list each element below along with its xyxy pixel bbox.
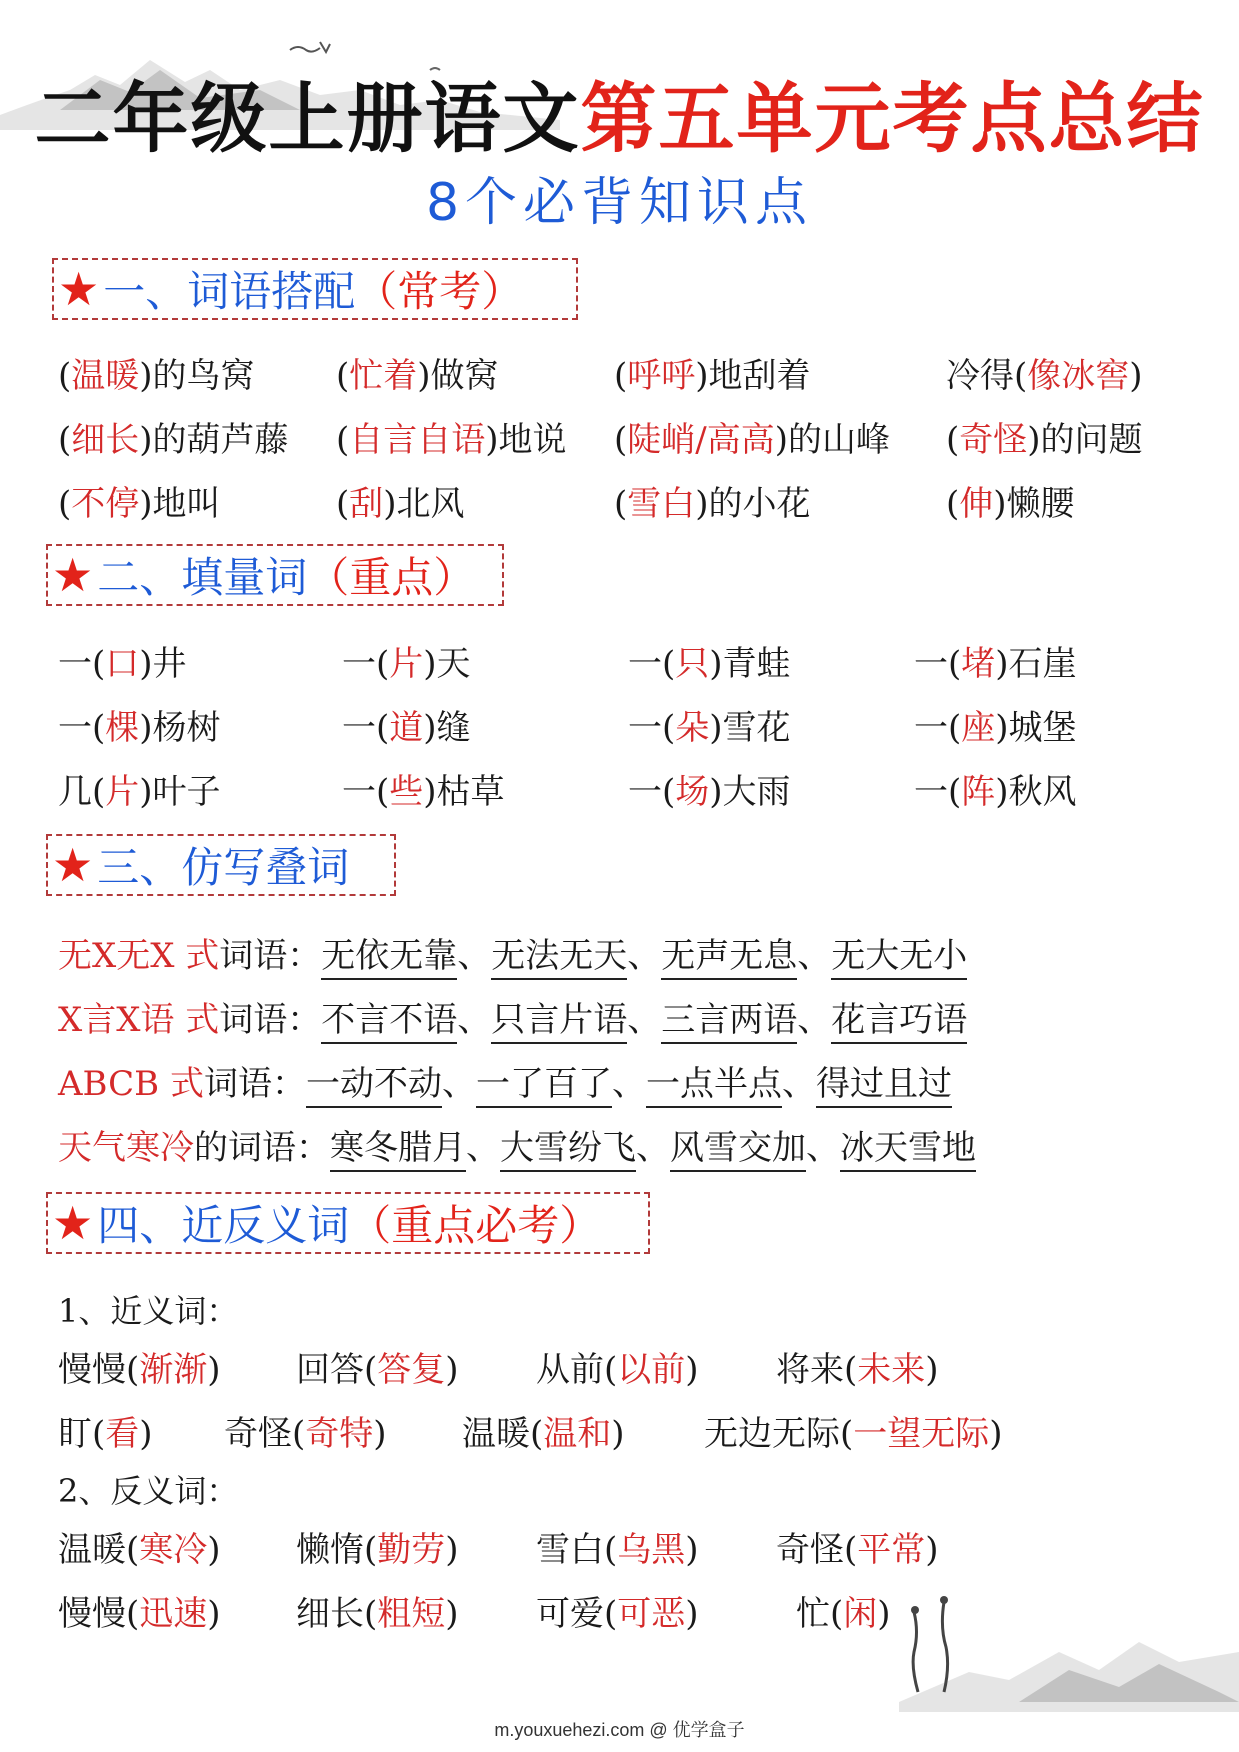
answer-word: 以前 (617, 1350, 686, 1390)
antonyms-pair (58, 1522, 221, 1571)
noun: 青蛙 (722, 644, 791, 684)
page-subtitle: 8个必背知识点 (425, 173, 814, 233)
synonyms-pair (536, 1342, 699, 1391)
open-paren: ( (662, 644, 676, 684)
open-paren: ( (840, 1414, 854, 1454)
open-paren: ( (364, 1350, 378, 1390)
measure-item (914, 636, 1077, 685)
separator: 、 (797, 936, 832, 976)
item-suffix: 北风 (396, 484, 465, 524)
close-paren: ) (485, 420, 499, 460)
antonyms-pair (296, 1522, 459, 1571)
antonyms-heading: 2、反义词： (58, 1472, 239, 1510)
open-paren: ( (364, 1594, 378, 1634)
measure-item (58, 700, 221, 749)
open-paren: ( (530, 1414, 544, 1454)
noun: 天 (436, 644, 471, 684)
noun: 叶子 (152, 772, 221, 812)
answer-word: 不停 (71, 484, 140, 524)
answer-word: 温和 (543, 1414, 612, 1454)
example-word: 只言片语 (491, 1000, 627, 1044)
close-paren: ) (989, 1414, 1003, 1454)
close-paren: ) (139, 484, 153, 524)
answer-word: 勤劳 (377, 1530, 446, 1570)
pattern-name: X言X语 式 (58, 1000, 220, 1040)
close-paren: ) (423, 772, 437, 812)
noun: 城堡 (1008, 708, 1077, 748)
answer-measure-word: 片 (389, 644, 424, 684)
close-paren: ) (685, 1530, 699, 1570)
example-word: 冰天雪地 (840, 1128, 976, 1172)
open-paren: ( (614, 484, 628, 524)
answer-measure-word: 道 (389, 708, 424, 748)
close-paren: ) (709, 708, 723, 748)
open-paren: ( (662, 708, 676, 748)
separator: 、 (806, 1128, 840, 1168)
collocation-item (614, 348, 811, 397)
word: 可爱 (536, 1594, 604, 1634)
open-paren: ( (292, 1414, 306, 1454)
page-title (0, 58, 1239, 167)
item-suffix: 地说 (498, 420, 567, 460)
collocation-item (58, 348, 255, 397)
answer-word: 一望无际 (853, 1414, 990, 1454)
close-paren: ) (995, 708, 1009, 748)
separator: 、 (627, 936, 662, 976)
open-paren: ( (58, 356, 72, 396)
example-word: 不言不语 (321, 1000, 457, 1044)
open-paren: ( (336, 484, 350, 524)
answer-word: 可恶 (617, 1594, 686, 1634)
example-word: 寒冬腊月 (330, 1128, 466, 1172)
answer-word: 渐渐 (139, 1350, 208, 1390)
collocation-item (58, 412, 289, 461)
separator: 、 (441, 1064, 476, 1104)
pattern-label: 词语： (219, 936, 322, 976)
collocation-item (614, 412, 890, 461)
separator: 、 (466, 1128, 500, 1168)
item-suffix: 的葫芦藤 (152, 420, 289, 460)
antonyms-pair (536, 1586, 699, 1635)
item-suffix: 地叫 (152, 484, 221, 524)
close-paren: ) (417, 356, 431, 396)
collocation-item (614, 476, 811, 525)
item-suffix: 地刮着 (708, 356, 811, 396)
answer-word: 忙着 (349, 356, 418, 396)
pattern-name: 无X无X 式 (58, 936, 220, 976)
open-paren: ( (92, 1414, 106, 1454)
number-word: 一 (914, 772, 948, 812)
word: 从前 (536, 1350, 604, 1390)
word: 忙 (796, 1594, 830, 1634)
measure-item (342, 636, 471, 685)
word: 懒惰 (296, 1530, 364, 1570)
pattern-name: 天气寒冷 (58, 1128, 194, 1168)
answer-measure-word: 些 (389, 772, 424, 812)
section-heading-reduplicated-words (46, 834, 396, 896)
title-red-part: 第五单元考点总结 (580, 74, 1205, 163)
collocation-item (946, 412, 1143, 461)
measure-item (342, 764, 505, 813)
number-word: 一 (58, 644, 92, 684)
open-paren: ( (376, 772, 390, 812)
noun: 枯草 (436, 772, 505, 812)
noun: 井 (152, 644, 187, 684)
close-paren: ) (925, 1530, 939, 1570)
number-word: 一 (628, 708, 662, 748)
word: 奇怪 (224, 1414, 292, 1454)
close-paren: ) (383, 484, 397, 524)
open-paren: ( (364, 1530, 378, 1570)
close-paren: ) (373, 1414, 387, 1454)
close-paren: ) (139, 772, 153, 812)
measure-item (628, 764, 791, 813)
number-word: 一 (342, 772, 376, 812)
pattern-line (58, 992, 967, 1041)
example-word: 大雪纷飞 (500, 1128, 636, 1172)
star-icon: ★ (52, 838, 94, 892)
item-suffix: 的小花 (708, 484, 811, 524)
separator: 、 (457, 1000, 492, 1040)
open-paren: ( (376, 708, 390, 748)
separator: 、 (797, 1000, 832, 1040)
item-suffix: 的鸟窝 (152, 356, 255, 396)
footer-watermark: m.youxuehezi.com @ 优学盒子 (494, 1720, 745, 1740)
section-title: 三、仿写叠词 (97, 843, 350, 892)
close-paren: ) (139, 356, 153, 396)
answer-word: 雪白 (627, 484, 696, 524)
close-paren: ) (685, 1350, 699, 1390)
example-word: 一点半点 (646, 1064, 782, 1108)
close-paren: ) (611, 1414, 625, 1454)
word: 将来 (776, 1350, 844, 1390)
close-paren: ) (139, 420, 153, 460)
open-paren: ( (662, 772, 676, 812)
close-paren: ) (685, 1594, 699, 1634)
close-paren: ) (877, 1594, 891, 1634)
answer-word: 平常 (857, 1530, 926, 1570)
number-word: 一 (628, 644, 662, 684)
close-paren: ) (139, 1414, 153, 1454)
word: 温暖 (462, 1414, 530, 1454)
answer-word: 闲 (843, 1594, 878, 1634)
answer-measure-word: 堵 (961, 644, 996, 684)
example-word: 三言两语 (661, 1000, 797, 1044)
close-paren: ) (695, 484, 709, 524)
item-suffix: 做窝 (430, 356, 499, 396)
example-word: 得过且过 (816, 1064, 952, 1108)
measure-item (628, 636, 791, 685)
antonyms-pair (296, 1586, 459, 1635)
example-word: 风雪交加 (670, 1128, 806, 1172)
example-word: 无声无息 (661, 936, 797, 980)
close-paren: ) (207, 1530, 221, 1570)
word: 奇怪 (776, 1530, 844, 1570)
open-paren: ( (1014, 356, 1028, 396)
word: 无边无际 (704, 1414, 840, 1454)
answer-measure-word: 阵 (961, 772, 996, 812)
open-paren: ( (948, 644, 962, 684)
separator: 、 (781, 1064, 816, 1104)
separator: 、 (627, 1000, 662, 1040)
synonyms-pair (704, 1406, 1003, 1455)
section-heading-collocations (52, 258, 578, 320)
answer-measure-word: 口 (105, 644, 140, 684)
noun: 雪花 (722, 708, 791, 748)
section-title: 二、填量词 (97, 553, 308, 602)
noun: 秋风 (1008, 772, 1077, 812)
antonyms-pair (58, 1586, 221, 1635)
measure-item (628, 700, 791, 749)
synonyms-pair (224, 1406, 387, 1455)
pattern-line (58, 928, 967, 977)
collocation-item (336, 476, 465, 525)
open-paren: ( (92, 772, 106, 812)
synonyms-pair (58, 1406, 153, 1455)
word: 慢慢 (58, 1594, 126, 1634)
answer-word: 奇怪 (959, 420, 1028, 460)
open-paren: ( (844, 1530, 858, 1570)
close-paren: ) (1027, 420, 1041, 460)
open-paren: ( (844, 1350, 858, 1390)
measure-item (914, 700, 1077, 749)
open-paren: ( (126, 1350, 140, 1390)
noun: 石崖 (1008, 644, 1077, 684)
answer-word: 陡峭/高高 (627, 420, 775, 460)
title-black-part: 二年级上册语文 (34, 74, 581, 163)
open-paren: ( (336, 420, 350, 460)
answer-word: 粗短 (377, 1594, 446, 1634)
answer-word: 呼呼 (627, 356, 696, 396)
section-tag: （重点必考） (349, 1201, 602, 1250)
section-tag: （重点） (307, 553, 476, 602)
pattern-line (58, 1120, 976, 1169)
close-paren: ) (445, 1350, 459, 1390)
item-suffix: 懒腰 (1006, 484, 1075, 524)
open-paren: ( (92, 644, 106, 684)
antonyms-pair (536, 1522, 699, 1571)
answer-word: 自言自语 (349, 420, 486, 460)
measure-item (914, 764, 1077, 813)
synonyms-pair (58, 1342, 221, 1391)
open-paren: ( (58, 484, 72, 524)
word: 雪白 (536, 1530, 604, 1570)
answer-word: 看 (105, 1414, 140, 1454)
answer-word: 细长 (71, 420, 140, 460)
noun: 杨树 (152, 708, 221, 748)
open-paren: ( (604, 1530, 618, 1570)
open-paren: ( (946, 484, 960, 524)
close-paren: ) (695, 356, 709, 396)
collocation-item (946, 348, 1143, 397)
star-icon: ★ (58, 262, 100, 316)
close-paren: ) (139, 708, 153, 748)
pattern-name: ABCB 式 (58, 1064, 204, 1104)
word: 盯 (58, 1414, 92, 1454)
close-paren: ) (995, 772, 1009, 812)
synonyms-pair (462, 1406, 625, 1455)
star-icon: ★ (52, 1196, 94, 1250)
open-paren: ( (126, 1594, 140, 1634)
noun: 大雨 (722, 772, 791, 812)
example-word: 无依无靠 (321, 936, 457, 980)
example-word: 一动不动 (306, 1064, 442, 1108)
close-paren: ) (1129, 356, 1143, 396)
number-word: 一 (628, 772, 662, 812)
separator: 、 (636, 1128, 670, 1168)
answer-measure-word: 只 (675, 644, 710, 684)
open-paren: ( (58, 420, 72, 460)
answer-word: 刮 (349, 484, 384, 524)
answer-measure-word: 朵 (675, 708, 710, 748)
open-paren: ( (604, 1594, 618, 1634)
open-paren: ( (948, 708, 962, 748)
collocation-item (58, 476, 221, 525)
close-paren: ) (995, 644, 1009, 684)
close-paren: ) (423, 708, 437, 748)
section-title: 四、近反义词 (97, 1201, 350, 1250)
example-word: 花言巧语 (831, 1000, 967, 1044)
open-paren: ( (614, 420, 628, 460)
section-tag: （常考） (355, 267, 524, 316)
synonyms-pair (776, 1342, 939, 1391)
answer-word: 奇特 (305, 1414, 374, 1454)
word: 回答 (296, 1350, 364, 1390)
open-paren: ( (336, 356, 350, 396)
separator: 、 (457, 936, 492, 976)
close-paren: ) (139, 644, 153, 684)
measure-item (58, 764, 221, 813)
number-word: 一 (914, 644, 948, 684)
close-paren: ) (993, 484, 1007, 524)
answer-measure-word: 棵 (105, 708, 140, 748)
pattern-label: 的词语： (194, 1128, 330, 1168)
number-word: 一 (58, 708, 92, 748)
close-paren: ) (445, 1530, 459, 1570)
close-paren: ) (709, 644, 723, 684)
close-paren: ) (709, 772, 723, 812)
answer-measure-word: 场 (675, 772, 710, 812)
pattern-line (58, 1056, 952, 1105)
close-paren: ) (925, 1350, 939, 1390)
open-paren: ( (92, 708, 106, 748)
open-paren: ( (948, 772, 962, 812)
antonyms-pair (776, 1522, 939, 1571)
answer-measure-word: 片 (105, 772, 140, 812)
word: 慢慢 (58, 1350, 126, 1390)
pattern-label: 词语： (203, 1064, 306, 1104)
answer-measure-word: 座 (961, 708, 996, 748)
answer-word: 伸 (959, 484, 994, 524)
open-paren: ( (614, 356, 628, 396)
section-title: 一、词语搭配 (103, 267, 356, 316)
answer-word: 寒冷 (139, 1530, 208, 1570)
section-heading-synonyms-antonyms (46, 1192, 650, 1254)
synonyms-heading: 1、近义词： (58, 1292, 239, 1330)
answer-word: 答复 (377, 1350, 446, 1390)
example-word: 一了百了 (476, 1064, 612, 1108)
number-word: 几 (58, 772, 92, 812)
open-paren: ( (830, 1594, 844, 1634)
close-paren: ) (207, 1350, 221, 1390)
open-paren: ( (604, 1350, 618, 1390)
synonyms-pair (296, 1342, 459, 1391)
number-word: 一 (342, 644, 376, 684)
pattern-label: 词语： (219, 1000, 322, 1040)
noun: 缝 (436, 708, 471, 748)
answer-word: 未来 (857, 1350, 926, 1390)
collocation-item (336, 348, 499, 397)
number-word: 一 (342, 708, 376, 748)
open-paren: ( (376, 644, 390, 684)
example-word: 无大无小 (831, 936, 967, 980)
close-paren: ) (423, 644, 437, 684)
measure-item (58, 636, 187, 685)
example-word: 无法无天 (491, 936, 627, 980)
item-suffix: 的问题 (1040, 420, 1143, 460)
collocation-item (946, 476, 1075, 525)
answer-word: 像冰窖 (1027, 356, 1130, 396)
word: 细长 (296, 1594, 364, 1634)
antonyms-pair (796, 1586, 891, 1635)
close-paren: ) (207, 1594, 221, 1634)
open-paren: ( (946, 420, 960, 460)
answer-word: 迅速 (139, 1594, 208, 1634)
star-icon: ★ (52, 548, 94, 602)
word: 温暖 (58, 1530, 126, 1570)
section-heading-measure-words (46, 544, 504, 606)
collocation-item (336, 412, 567, 461)
close-paren: ) (445, 1594, 459, 1634)
open-paren: ( (126, 1530, 140, 1570)
close-paren: ) (774, 420, 788, 460)
answer-word: 乌黑 (617, 1530, 686, 1570)
item-suffix: 的山峰 (788, 420, 890, 460)
item-prefix: 冷得 (946, 356, 1014, 396)
separator: 、 (611, 1064, 646, 1104)
answer-word: 温暖 (71, 356, 140, 396)
measure-item (342, 700, 471, 749)
number-word: 一 (914, 708, 948, 748)
